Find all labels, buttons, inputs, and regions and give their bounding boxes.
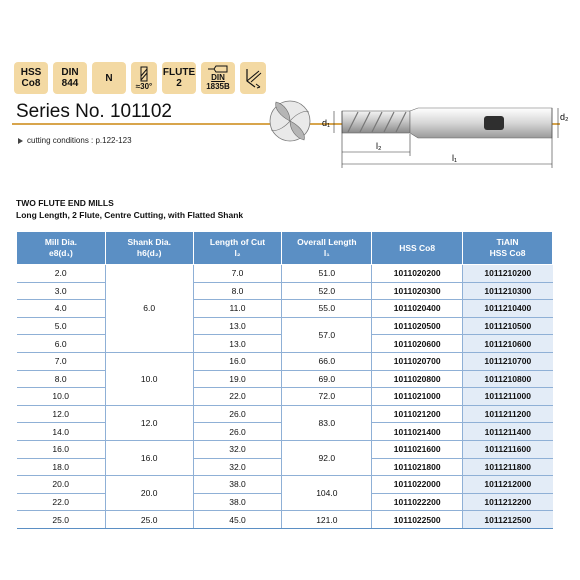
col-header-hss-co8: HSS Co8	[372, 232, 463, 265]
end-view	[270, 101, 310, 141]
hss-code-cell: 1011020600	[372, 335, 463, 353]
shank-dia-cell: 10.0	[105, 352, 193, 405]
tiain-code-cell: 1011211400	[463, 423, 553, 441]
din-badge-line1: DIN	[61, 67, 79, 78]
product-heading-title: TWO FLUTE END MILLS	[16, 198, 114, 208]
table-row	[17, 352, 553, 370]
feature-badges	[14, 62, 266, 94]
overall-length-cell: 104.0	[282, 476, 372, 511]
length-of-cut-cell: 38.0	[193, 493, 282, 511]
hss-code-cell: 1011020400	[372, 300, 463, 318]
mill-dia-cell: 4.0	[17, 300, 106, 318]
tiain-code-cell: 1011210700	[463, 352, 553, 370]
overall-length-cell: 51.0	[282, 265, 372, 283]
d2-label: d₂	[560, 112, 569, 122]
mill-dia-cell: 12.0	[17, 405, 106, 423]
tiain-code-cell: 1011210400	[463, 300, 553, 318]
centre-cutting-icon	[243, 67, 263, 89]
overall-length-cell: 66.0	[282, 352, 372, 370]
col-header-overall-length: Overall Length l₁	[282, 232, 372, 265]
tiain-code-cell: 1011212500	[463, 511, 553, 529]
length-of-cut-cell: 19.0	[193, 370, 282, 388]
table-row	[17, 282, 553, 300]
length-of-cut-cell: 22.0	[193, 388, 282, 406]
mill-dia-cell: 2.0	[17, 265, 106, 283]
hss-code-cell: 1011021000	[372, 388, 463, 406]
length-of-cut-cell: 32.0	[193, 458, 282, 476]
table-row	[17, 476, 553, 494]
overall-length-cell: 52.0	[282, 282, 372, 300]
table-row	[17, 317, 553, 335]
product-heading	[16, 197, 243, 221]
side-view	[342, 108, 552, 138]
tiain-code-cell: 1011211600	[463, 440, 553, 458]
col-header-shank-dia: Shank Dia. h6(d₂)	[105, 232, 193, 265]
hss-code-cell: 1011020800	[372, 370, 463, 388]
triangle-bullet-icon	[18, 138, 23, 144]
series-title: Series No. 101102	[16, 101, 172, 122]
material-badge	[14, 62, 48, 94]
shank-dia-cell: 16.0	[105, 440, 193, 475]
length-of-cut-cell: 16.0	[193, 352, 282, 370]
hss-code-cell: 1011021600	[372, 440, 463, 458]
length-of-cut-cell: 26.0	[193, 405, 282, 423]
overall-length-cell: 57.0	[282, 317, 372, 352]
tiain-code-cell: 1011210300	[463, 282, 553, 300]
tiain-code-cell: 1011211800	[463, 458, 553, 476]
flute-badge-line2: 2	[176, 78, 182, 89]
flute-badge-line1: FLUTE	[162, 67, 196, 78]
overall-length-cell: 69.0	[282, 370, 372, 388]
table-header-row	[17, 232, 553, 265]
tiain-code-cell: 1011212200	[463, 493, 553, 511]
tiain-code-cell: 1011210600	[463, 335, 553, 353]
helix-angle-icon	[136, 66, 152, 82]
mill-dia-cell: 18.0	[17, 458, 106, 476]
hss-code-cell: 1011020500	[372, 317, 463, 335]
table-row	[17, 300, 553, 318]
length-of-cut-cell: 11.0	[193, 300, 282, 318]
hss-code-cell: 1011021200	[372, 405, 463, 423]
overall-length-cell: 83.0	[282, 405, 372, 440]
tiain-code-cell: 1011212000	[463, 476, 553, 494]
end-mill-drawing	[262, 86, 569, 176]
overall-length-cell: 55.0	[282, 300, 372, 318]
cutting-conditions-text: cutting conditions : p.122-123	[27, 136, 132, 145]
l2-label: l₂	[376, 141, 382, 151]
mill-dia-cell: 14.0	[17, 423, 106, 441]
mill-dia-cell: 5.0	[17, 317, 106, 335]
table-row	[17, 388, 553, 406]
overall-length-cell: 72.0	[282, 388, 372, 406]
col-header-tiain-hss-co8: TiAIN HSS Co8	[463, 232, 553, 265]
din-badge-line2: 844	[61, 78, 79, 89]
length-of-cut-cell: 32.0	[193, 440, 282, 458]
tiain-code-cell: 1011210200	[463, 265, 553, 283]
table-row	[17, 405, 553, 423]
mill-dia-cell: 10.0	[17, 388, 106, 406]
mill-dia-cell: 7.0	[17, 352, 106, 370]
shank-din-badge	[201, 62, 235, 94]
hss-code-cell: 1011020300	[372, 282, 463, 300]
material-badge-line1: HSS	[20, 67, 42, 78]
length-of-cut-cell: 13.0	[193, 335, 282, 353]
table-row	[17, 440, 553, 458]
hss-code-cell: 1011022200	[372, 493, 463, 511]
spec-table	[16, 231, 553, 529]
shank-dia-cell: 12.0	[105, 405, 193, 440]
hss-code-cell: 1011020700	[372, 352, 463, 370]
mill-dia-cell: 22.0	[17, 493, 106, 511]
type-badge	[92, 62, 126, 94]
flute-badge	[162, 62, 196, 94]
mill-dia-cell: 16.0	[17, 440, 106, 458]
hss-code-cell: 1011022000	[372, 476, 463, 494]
length-of-cut-cell: 8.0	[193, 282, 282, 300]
l1-label: l₁	[452, 153, 458, 163]
tiain-code-cell: 1011211000	[463, 388, 553, 406]
length-of-cut-cell: 38.0	[193, 476, 282, 494]
material-badge-line2: Co8	[21, 78, 41, 89]
hss-code-cell: 1011021800	[372, 458, 463, 476]
helix-angle-label: ≈30°	[135, 81, 153, 91]
length-of-cut-cell: 26.0	[193, 423, 282, 441]
tiain-code-cell: 1011210500	[463, 317, 553, 335]
cutting-conditions	[18, 136, 132, 145]
mill-dia-cell: 25.0	[17, 511, 106, 529]
mill-dia-cell: 20.0	[17, 476, 106, 494]
length-of-cut-cell: 7.0	[193, 265, 282, 283]
col-header-length-of-cut: Length of Cut l₂	[193, 232, 282, 265]
mill-dia-cell: 6.0	[17, 335, 106, 353]
table-row	[17, 511, 553, 529]
overall-length-cell: 92.0	[282, 440, 372, 475]
col-header-mill-dia: Mill Dia. e8(d₁)	[17, 232, 106, 265]
table-row	[17, 265, 553, 283]
table-row	[17, 370, 553, 388]
hss-code-cell: 1011020200	[372, 265, 463, 283]
shank-din-line1: DIN	[211, 73, 225, 82]
mill-dia-cell: 8.0	[17, 370, 106, 388]
shank-din-line2: 1835B	[206, 82, 230, 91]
helix-angle-badge	[131, 62, 157, 94]
length-of-cut-cell: 45.0	[193, 511, 282, 529]
hss-code-cell: 1011021400	[372, 423, 463, 441]
d1-label: d₁	[322, 118, 331, 128]
hss-code-cell: 1011022500	[372, 511, 463, 529]
type-badge-label: N	[105, 72, 113, 84]
tiain-code-cell: 1011210800	[463, 370, 553, 388]
mill-dia-cell: 3.0	[17, 282, 106, 300]
flatted-shank-icon	[207, 65, 229, 73]
tiain-code-cell: 1011211200	[463, 405, 553, 423]
overall-length-cell: 121.0	[282, 511, 372, 529]
spec-table-body	[17, 265, 553, 529]
shank-dia-cell: 6.0	[105, 265, 193, 353]
shank-dia-cell: 25.0	[105, 511, 193, 529]
length-of-cut-cell: 13.0	[193, 317, 282, 335]
din-badge	[53, 62, 87, 94]
shank-dia-cell: 20.0	[105, 476, 193, 511]
product-heading-subtitle: Long Length, 2 Flute, Centre Cutting, with Flatted Shank	[16, 210, 244, 220]
